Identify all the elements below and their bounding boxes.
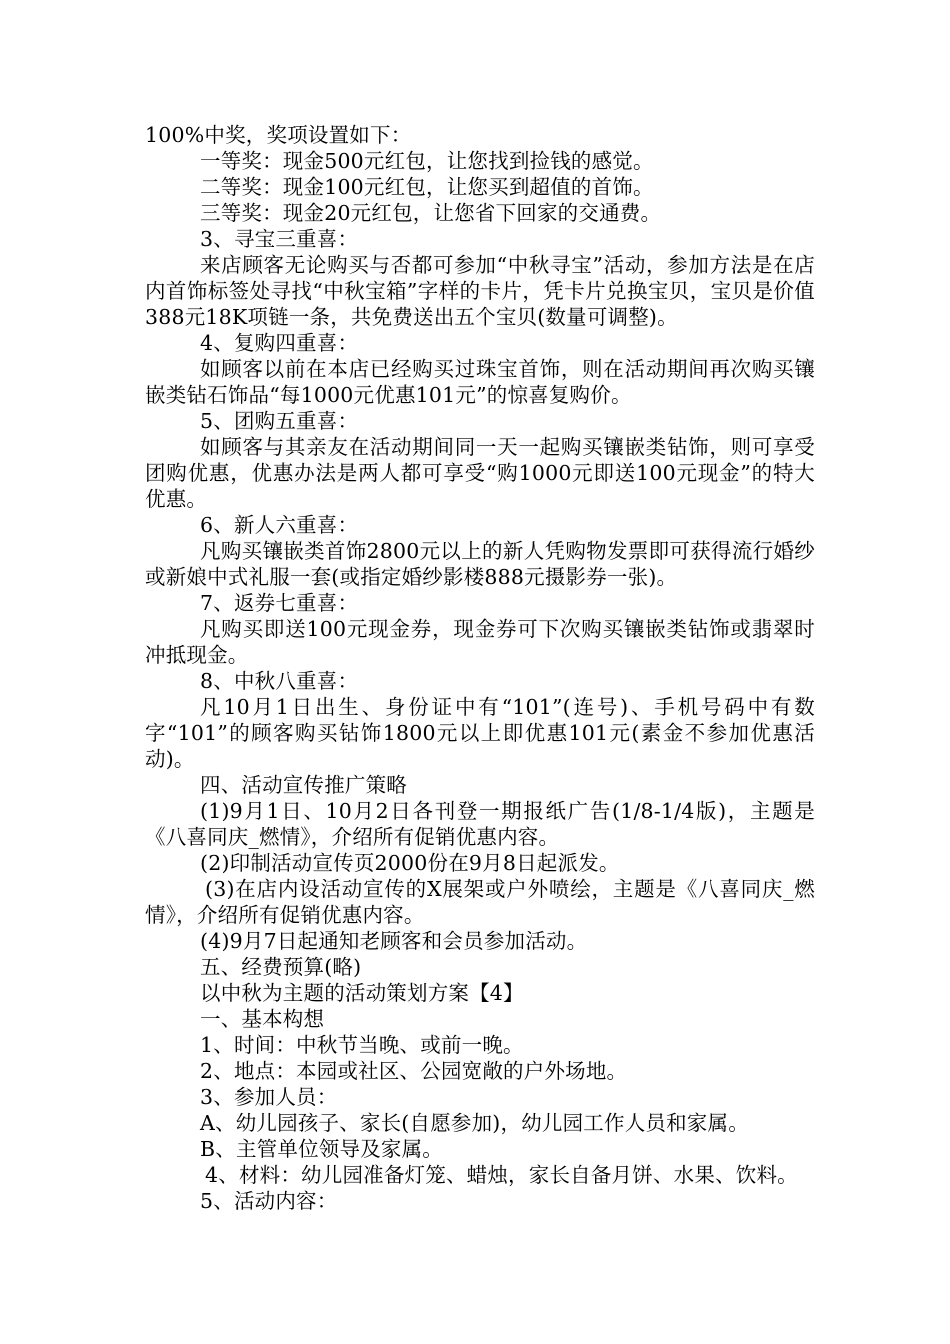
heading-basic-idea: 一、基本构想 <box>200 1007 325 1031</box>
promotion-item-4: (4)9月7日起通知老顾客和会员参加活动。 <box>200 929 588 953</box>
item-content: 5、活动内容： <box>200 1189 338 1213</box>
prize-third: 三等奖：现金20元红包，让您省下回家的交通费。 <box>200 201 662 225</box>
promotion-item-2: (2)印制活动宣传页2000份在9月8日起派发。 <box>200 851 620 875</box>
paragraph-intro: 100%中奖，奖项设置如下： <box>145 123 412 147</box>
participants-a: A、幼儿园孩子、家长(自愿参加)，幼儿园工作人员和家属。 <box>200 1111 749 1135</box>
document-body <box>145 122 815 1214</box>
prize-first: 一等奖：现金500元红包，让您找到捡钱的感觉。 <box>200 149 654 173</box>
item-location: 2、地点：本园或社区、公园宽敞的户外场地。 <box>200 1059 628 1083</box>
participants-b: B、主管单位领导及家属。 <box>200 1137 443 1161</box>
heading-promotion: 四、活动宣传推广策略 <box>200 773 407 797</box>
heading-budget: 五、经费预算(略) <box>200 955 362 979</box>
paragraph-coupon: 凡购买即送100元现金券，现金券可下次购买镶嵌类钻饰或翡翠时冲抵现金。 <box>145 617 815 667</box>
heading-newlywed: 6、新人六重喜： <box>200 513 359 537</box>
paragraph-newlywed: 凡购买镶嵌类首饰2800元以上的新人凭购物发票即可获得流行婚纱或新娘中式礼服一套(或指定婚纱影楼888元摄影券一张)。 <box>145 539 815 589</box>
item-materials: 4、材料：幼儿园准备灯笼、蜡烛，家长自备月饼、水果、饮料。 <box>205 1163 798 1187</box>
heading-group: 5、团购五重喜： <box>200 409 359 433</box>
item-participants: 3、参加人员： <box>200 1085 338 1109</box>
heading-midautumn: 8、中秋八重喜： <box>200 669 359 693</box>
paragraph-midautumn: 凡10月1日出生、身份证中有“101”(连号)、手机号码中有数字“101”的顾客购买钻饰1800元以上即优惠101元(素金不参加优惠活动)。 <box>145 695 815 771</box>
prize-second: 二等奖：现金100元红包，让您买到超值的首饰。 <box>200 175 654 199</box>
paragraph-treasure: 来店顾客无论购买与否都可参加“中秋寻宝”活动，参加方法是在店内首饰标签处寻找“中秋宝箱”字样的卡片，凭卡片兑换宝贝，宝贝是价值388元18K项链一条，共免费送出五个宝贝(数量可调整)。 <box>145 253 815 329</box>
paragraph-group: 如顾客与其亲友在活动期间同一天一起购买镶嵌类钻饰，则可享受团购优惠，优惠办法是两人都可享受“购1000元即送100元现金”的特大优惠。 <box>145 435 815 511</box>
promotion-item-1: (1)9月1日、10月2日各刊登一期报纸广告(1/8-1/4版)，主题是《八喜同庆_燃情》，介绍所有促销优惠内容。 <box>145 799 815 849</box>
heading-repurchase: 4、复购四重喜： <box>200 331 359 355</box>
heading-plan-4: 以中秋为主题的活动策划方案【4】 <box>200 981 524 1005</box>
promotion-item-3: (3)在店内设活动宣传的X展架或户外喷绘，主题是《八喜同庆_燃情》，介绍所有促销优惠内容。 <box>145 877 815 927</box>
item-time: 1、时间：中秋节当晚、或前一晚。 <box>200 1033 524 1057</box>
heading-coupon: 7、返券七重喜： <box>200 591 359 615</box>
heading-treasure: 3、寻宝三重喜： <box>200 227 359 251</box>
paragraph-repurchase: 如顾客以前在本店已经购买过珠宝首饰，则在活动期间再次购买镶嵌类钻石饰品“每1000元优惠101元”的惊喜复购价。 <box>145 357 815 407</box>
